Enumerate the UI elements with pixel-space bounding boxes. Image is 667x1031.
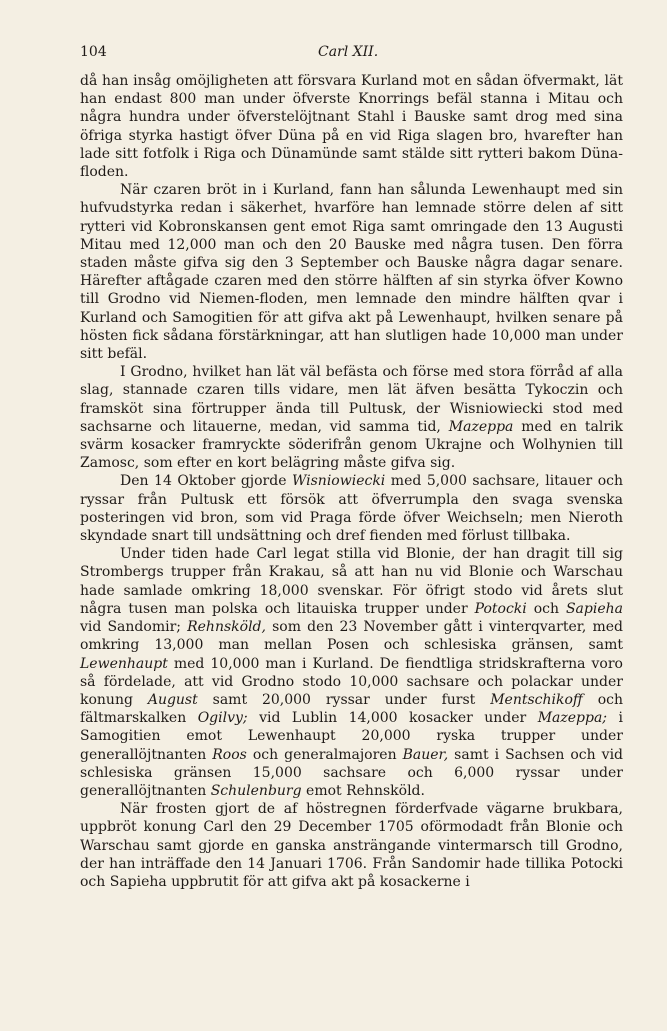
body-text xyxy=(80,72,623,891)
italic-name: Mazeppa; xyxy=(537,710,608,727)
paragraph xyxy=(80,72,623,181)
text-run: och xyxy=(526,600,566,617)
italic-name: Rehnsköld, xyxy=(187,619,266,636)
text-run: samt i Sachsen och vid schlesiska gränsen 15,000 sachsare och 6,000 ryssar under generallöjtnanten xyxy=(80,746,624,799)
italic-name: Mazeppa xyxy=(448,418,514,435)
paragraph xyxy=(80,181,623,363)
italic-name: Roos xyxy=(212,746,247,763)
italic-name: Ogilvy; xyxy=(197,710,248,727)
page-number: 104 xyxy=(80,44,107,60)
text-run: med 5,000 sachsare, litauer och ryssar från Pultusk ett försök att öfverrumpla den svaga svenska posteringen vid bron, som vid Praga förde öfver Weichseln; men Nieroth skyndade snart till undsättning och dref fienden med förlust tillbaka. xyxy=(80,473,623,545)
paragraph xyxy=(80,545,623,800)
italic-name: Wisniowiecki xyxy=(292,473,386,490)
text-run: I Grodno, hvilket han lät väl befästa och förse med stora förråd af alla slag, stannade czaren tills vidare, men lät äfven besätta Tykoczin och framsköt sina förtrupper ända till Pultusk, der Wisniowiecki stod med sachsarne och litauerne, medan, vid samma tid, xyxy=(80,364,623,435)
text-run: med 10,000 man i Kurland. De fiendtliga stridskrafterna voro så fördelade, att vid Grodno stodo 10,000 sachsare och polackar under konung xyxy=(80,655,623,708)
text-run: då han insåg omöjligheten att försvara Kurland mot en sådan öfvermakt, lät han endast 800 man under öfverste Knorrings befäl stanna i Mitau och några hundra under öfverstelöjtnant Stahl i Bauske samt drog med sina öfriga styrka hastigt öfver Düna på en vid Riga slagen bro, hvarefter han lade sitt fotfolk i Riga och Dünamünde samt stälde sitt rytteri bakom Düna-floden. xyxy=(80,73,623,181)
text-run: som den 23 November gått i vinterqvarter, med omkring 13,000 man mellan Posen och schlesiska gränsen, samt xyxy=(80,619,623,654)
text-run: med en talrik svärm kosacker framryckte söderifrån genom Ukrajne och Wolhynien till Zamosc, som efter en kort belägring måste gifva sig. xyxy=(80,418,624,472)
italic-name: August xyxy=(147,691,198,708)
text-run: Den 14 Oktober gjorde xyxy=(120,473,292,490)
text-run: Under tiden hade Carl legat stilla vid Blonie, der han dragit till sig Strombergs trupper från Krakau, så att han nu vid Blonie och Warschau hade samlade omkring 18,000 svenskar. För öfrigt stodo vid årets slut några tusen man polska och litauiska trupper under xyxy=(80,546,623,617)
text-run: När frosten gjort de af höstregnen förderfvade vägarne brukbara, uppbröt konung Carl den 29 December 1705 oförmodadt från Blonie och Warschau samt gjorde en ganska ansträngande vintermarsch till Grodno, der han inträffade den 14 Januari 1706. Från Sandomir hade tillika Potocki och Sapieha uppbrutit för att gifva akt på kosackerne i xyxy=(80,801,623,890)
italic-name: Bauer, xyxy=(402,746,449,763)
text-run: vid Lublin 14,000 kosacker under xyxy=(247,710,538,727)
italic-name: Mentschikoff xyxy=(490,691,583,708)
text-run: i Samogitien emot Lewenhaupt 20,000 ryska trupper under generallöjtnanten xyxy=(80,710,623,763)
text-run: och generalmajoren xyxy=(246,746,403,763)
text-run: emot Rehnsköld. xyxy=(301,782,425,799)
text-run: samt 20,000 ryssar under furst xyxy=(197,691,491,708)
text-run: När czaren bröt in i Kurland, fann han sålunda Lewenhaupt med sin hufvudstyrka redan i säkerhet, hvarföre han lemnade större delen af sitt rytteri vid Kobronskansen gent emot Riga samt omringade den 13 Augusti Mitau med 12,000 man och den 20 Bauske med några tusen. Den förra staden måste gifva sig den 3 September och Bauske några dagar senare. Härefter aftågade czaren med den större hälften af sin styrka öfver Kowno till Grodno vid Niemen-floden, men lemnade den mindre hälften qvar i Kurland och Samogitien för att gifva akt på Lewenhaupt, hvilken senare på hösten fick sådana förstärkningar, att han slutligen hade 10,000 man under sitt befäl. xyxy=(80,182,623,363)
italic-name: Schulenburg xyxy=(210,782,302,799)
paragraph xyxy=(80,363,623,472)
text-run: vid Sandomir; xyxy=(80,619,188,636)
italic-name: Lewenhaupt xyxy=(80,655,168,672)
italic-name: Potocki xyxy=(474,600,527,617)
paragraph xyxy=(80,800,623,891)
text-run: och fältmarskalken xyxy=(80,691,624,727)
page-header xyxy=(80,44,612,68)
paragraph xyxy=(80,472,623,545)
italic-name: Sapieha xyxy=(565,600,623,617)
running-title: Carl XII. xyxy=(318,44,379,60)
